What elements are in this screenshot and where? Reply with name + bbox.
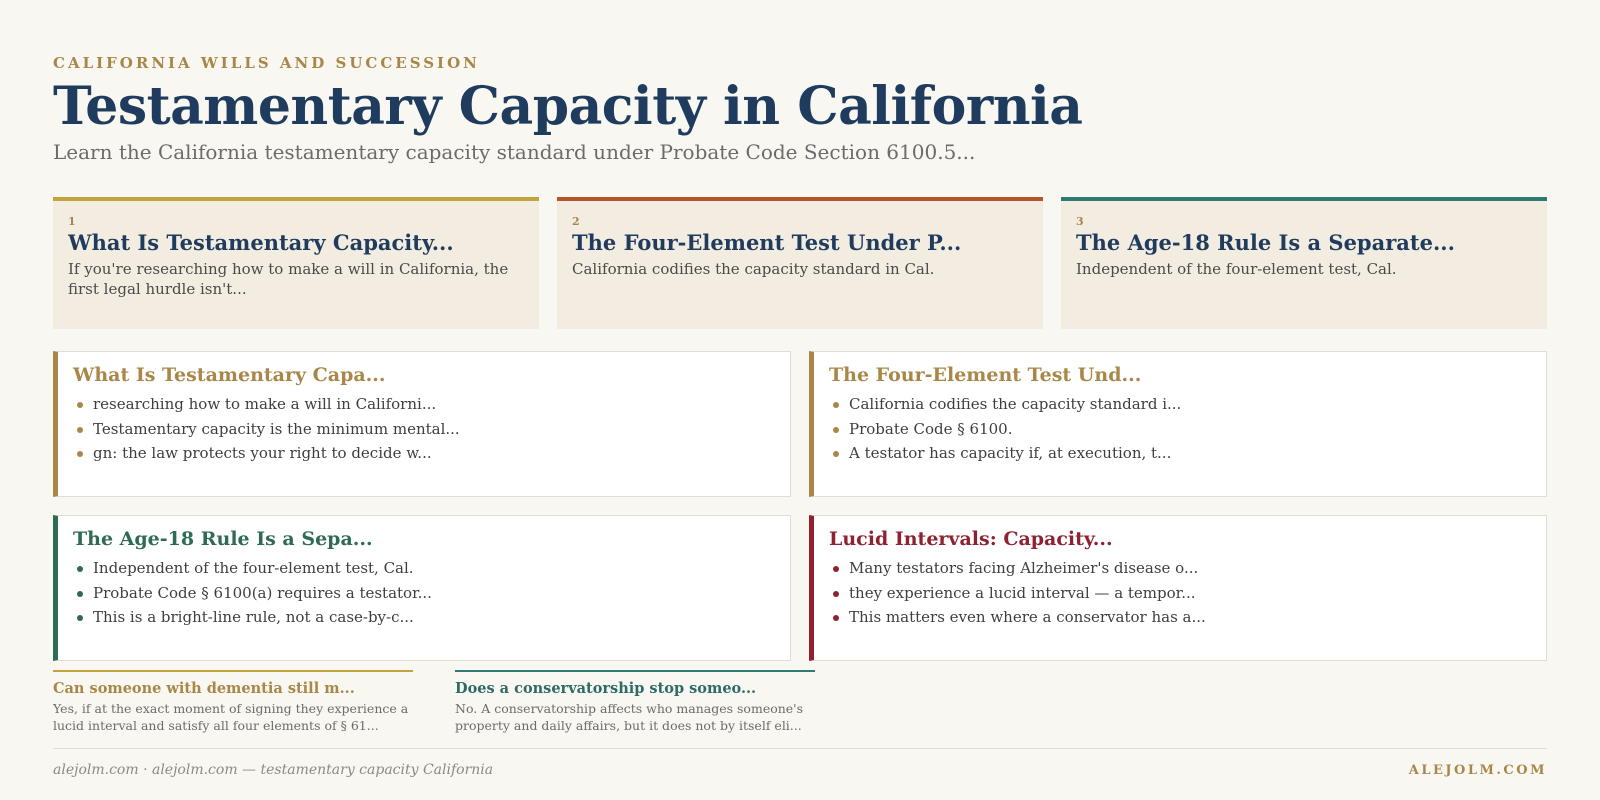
footer-site-link[interactable]: ALEJOLM.COM	[1408, 763, 1547, 778]
bullet-text: California codifies the capacity standard i...	[849, 395, 1182, 413]
panel-title: The Age-18 Rule Is a Sepa...	[73, 528, 373, 550]
bullet-item	[73, 417, 775, 442]
panel-title: What Is Testamentary Capa...	[73, 364, 386, 386]
card-title: The Four-Element Test Under P...	[572, 230, 962, 255]
bullet-item	[73, 581, 775, 606]
bullet-dot-icon	[833, 427, 839, 433]
bullet-dot-icon	[77, 427, 83, 433]
faq-question: Can someone with dementia still m...	[53, 680, 355, 697]
faq-answer: No. A conservatorship affects who manages someone's property and daily affairs, but it does not by itself eli...	[455, 701, 804, 733]
bullet-text: researching how to make a will in Californi...	[93, 395, 437, 413]
faq-item-2[interactable]	[455, 670, 815, 734]
card-number: 1	[68, 215, 76, 228]
bullet-dot-icon	[833, 566, 839, 572]
bullet-dot-icon	[77, 591, 83, 597]
panel-bullets	[73, 392, 775, 466]
topic-panel-3[interactable]	[53, 515, 791, 661]
summary-card-1[interactable]	[53, 197, 539, 329]
bullet-dot-icon	[77, 566, 83, 572]
bullet-item	[73, 556, 775, 581]
bullet-dot-icon	[833, 615, 839, 621]
bullet-item	[73, 441, 775, 466]
bullet-dot-icon	[77, 615, 83, 621]
bullet-text: Probate Code § 6100.	[849, 419, 1013, 438]
bullet-text: they experience a lucid interval — a tempor...	[849, 583, 1196, 602]
bullet-item	[73, 605, 775, 630]
bullet-item	[829, 392, 1531, 417]
card-body: Independent of the four-element test, Cal.	[1076, 260, 1397, 278]
topic-panel-2[interactable]	[809, 351, 1547, 497]
page-title: Testamentary Capacity in California	[53, 76, 1083, 137]
category-kicker: CALIFORNIA WILLS AND SUCCESSION	[53, 54, 480, 72]
footer-source: alejolm.com · alejolm.com — testamentary capacity California	[53, 762, 494, 778]
bullet-item	[829, 417, 1531, 442]
bullet-text: Testamentary capacity is the minimum mental...	[93, 419, 460, 438]
summary-card-3[interactable]	[1061, 197, 1547, 329]
bullet-text: Independent of the four-element test, Cal.	[93, 559, 414, 577]
topic-panel-4[interactable]	[809, 515, 1547, 661]
panel-bullets	[73, 556, 775, 630]
faq-question: Does a conservatorship stop someo...	[455, 680, 757, 697]
bullet-text: gn: the law protects your right to decide w...	[93, 444, 432, 462]
faq-answer: Yes, if at the exact moment of signing they experience a lucid interval and satisfy all four elements of § 61...	[53, 701, 409, 733]
panel-title: Lucid Intervals: Capacity...	[829, 528, 1113, 550]
panel-bullets	[829, 392, 1531, 466]
page-subtitle: Learn the California testamentary capacity standard under Probate Code Section 6100.5...	[53, 140, 976, 164]
bullet-text: A testator has capacity if, at execution, t...	[849, 444, 1172, 462]
faq-item-1[interactable]	[53, 670, 413, 734]
faq-section	[53, 670, 1547, 734]
card-number: 2	[572, 215, 580, 228]
bullet-item	[829, 441, 1531, 466]
bullet-dot-icon	[77, 451, 83, 457]
bullet-dot-icon	[833, 591, 839, 597]
bullet-dot-icon	[833, 402, 839, 408]
bullet-item	[829, 605, 1531, 630]
summary-card-2[interactable]	[557, 197, 1043, 329]
bullet-text: This matters even where a conservator has a...	[849, 608, 1206, 626]
card-title: The Age-18 Rule Is a Separate...	[1076, 230, 1455, 255]
page	[53, 0, 1547, 800]
summary-cards	[53, 197, 1547, 329]
bullet-text: Many testators facing Alzheimer's disease o...	[849, 559, 1199, 577]
panel-title: The Four-Element Test Und...	[829, 364, 1142, 386]
footer-divider	[53, 748, 1547, 749]
card-title: What Is Testamentary Capacity...	[68, 230, 454, 255]
topic-panel-1[interactable]	[53, 351, 791, 497]
bullet-text: Probate Code § 6100(a) requires a testator...	[93, 583, 432, 602]
topic-panels	[53, 351, 1547, 661]
card-body: California codifies the capacity standard in Cal.	[572, 260, 935, 278]
card-number: 3	[1076, 215, 1084, 228]
bullet-dot-icon	[833, 451, 839, 457]
bullet-item	[829, 556, 1531, 581]
panel-bullets	[829, 556, 1531, 630]
card-body: If you're researching how to make a will in California, the first legal hurdle isn't...	[68, 260, 509, 298]
bullet-item	[829, 581, 1531, 606]
bullet-dot-icon	[77, 402, 83, 408]
bullet-text: This is a bright-line rule, not a case-by-c...	[93, 608, 414, 626]
bullet-item	[73, 392, 775, 417]
